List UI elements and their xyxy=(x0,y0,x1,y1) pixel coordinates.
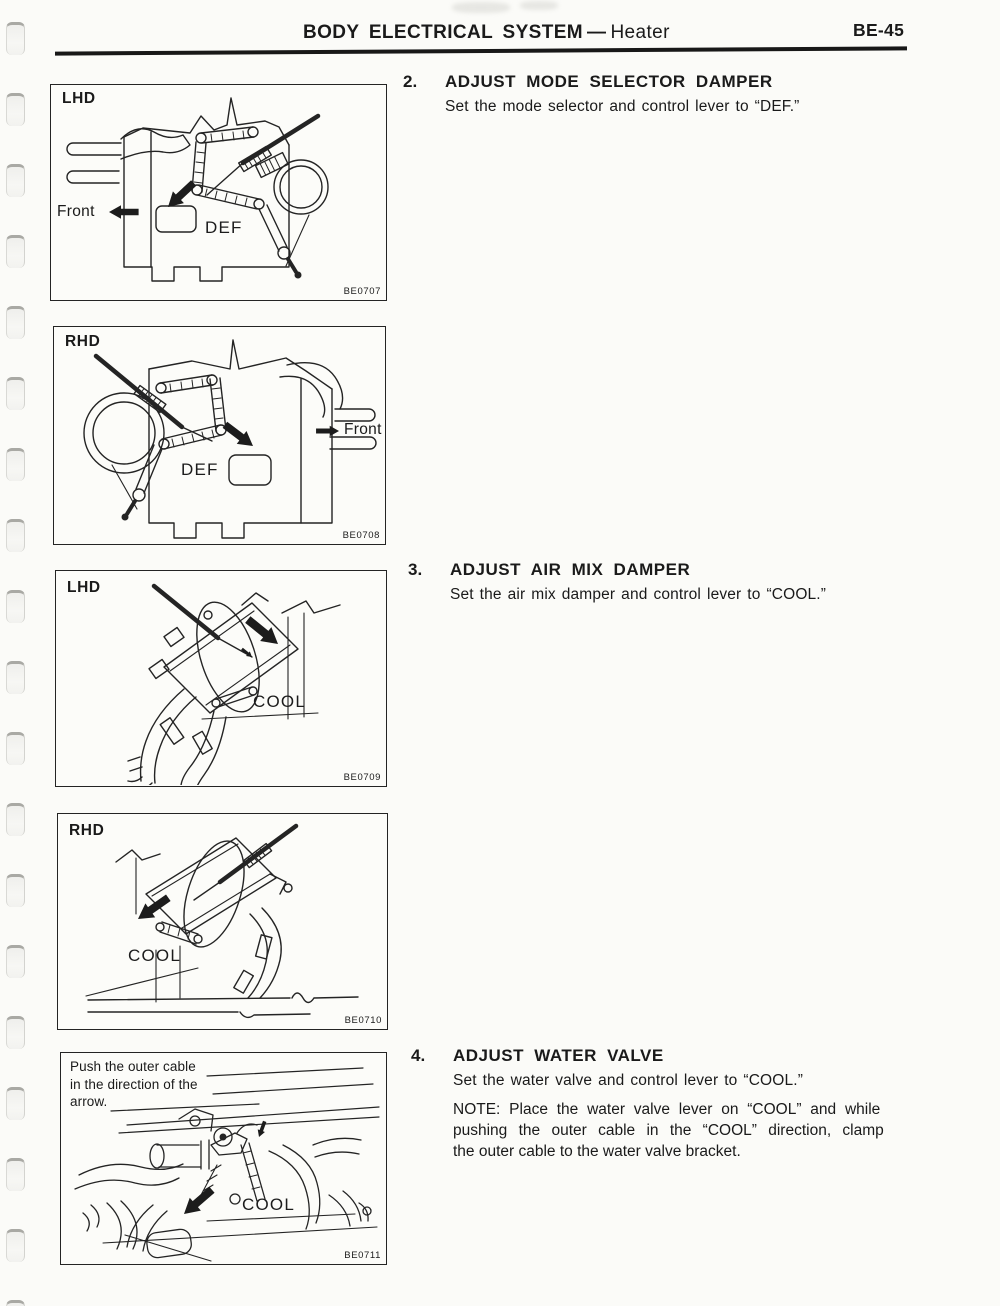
binder-hole-mark xyxy=(6,874,25,907)
scan-smudge xyxy=(452,2,510,13)
damper-position-label: DEF xyxy=(181,460,219,479)
damper-position-label: DEF xyxy=(205,218,243,237)
page-code: BE-45 xyxy=(853,20,905,40)
step-number: 2. xyxy=(403,72,418,91)
step-note xyxy=(453,1099,921,1162)
step-number: 4. xyxy=(411,1046,426,1065)
figure-code: BE0711 xyxy=(344,1250,381,1261)
binder-hole-mark xyxy=(6,519,25,552)
drive-variant-label: RHD xyxy=(65,333,101,350)
binder-hole-mark xyxy=(6,1158,25,1191)
damper-position-label: COOL xyxy=(253,692,306,711)
binder-hole-mark xyxy=(6,235,25,268)
drive-variant-label: LHD xyxy=(67,579,101,596)
figure-water-valve xyxy=(60,1052,387,1265)
page-title-main: BODY ELECTRICAL SYSTEM xyxy=(303,22,584,43)
note-line: the outer cable to the water valve bracket. xyxy=(453,1143,741,1160)
binder-hole-mark xyxy=(6,732,25,765)
figure-code: BE0709 xyxy=(343,772,381,783)
page-title-sub: Heater xyxy=(610,22,670,43)
figure-mode-selector-rhd xyxy=(53,326,386,545)
step-4 xyxy=(411,1046,951,1162)
binder-hole-mark xyxy=(6,1300,25,1306)
cable-push-arrow-icon xyxy=(255,1120,268,1138)
step-heading: ADJUST MODE SELECTOR DAMPER xyxy=(445,72,773,91)
step-number: 3. xyxy=(408,560,423,579)
figure-callout xyxy=(70,1058,198,1111)
binder-hole-mark xyxy=(6,164,25,197)
drive-variant-label: RHD xyxy=(69,822,105,839)
figure-code: BE0710 xyxy=(344,1015,382,1026)
scan-smudge xyxy=(520,1,558,10)
binder-hole-mark xyxy=(6,803,25,836)
front-arrow-icon xyxy=(316,426,339,437)
binder-hole-mark xyxy=(6,1016,25,1049)
drive-variant-label: LHD xyxy=(62,90,96,107)
binder-hole-mark xyxy=(6,590,25,623)
header-rule xyxy=(55,46,907,55)
page-title xyxy=(303,22,670,44)
binder-hole-mark xyxy=(6,1229,25,1262)
note-line: pushing the outer cable in the “COOL” direction, clamp xyxy=(453,1122,884,1139)
callout-line: in the direction of the xyxy=(70,1076,198,1092)
binder-hole-mark xyxy=(6,945,25,978)
binder-hole-mark xyxy=(6,306,25,339)
binder-hole-mark xyxy=(6,448,25,481)
step-3 xyxy=(408,560,948,604)
binder-hole-mark xyxy=(6,661,25,694)
binder-hole-mark xyxy=(6,22,25,55)
cool-direction-arrow-icon xyxy=(178,1183,217,1220)
note-line: NOTE: Place the water valve lever on “COOL” and while xyxy=(453,1101,881,1118)
valve-position-label: COOL xyxy=(242,1195,295,1214)
air-mix-damper-drawing-rhd xyxy=(58,814,386,1028)
figure-code: BE0707 xyxy=(343,286,381,297)
callout-line: arrow. xyxy=(70,1094,108,1109)
step-2 xyxy=(403,72,943,116)
step-heading: ADJUST AIR MIX DAMPER xyxy=(450,560,691,579)
figure-air-mix-lhd xyxy=(55,570,387,787)
binder-holes xyxy=(6,22,26,1306)
binder-hole-mark xyxy=(6,93,25,126)
front-direction-label: Front xyxy=(57,203,95,220)
air-mix-damper-drawing-lhd xyxy=(56,571,385,785)
figure-mode-selector-lhd xyxy=(50,84,387,301)
front-direction-label: Front xyxy=(344,421,382,438)
page-title-separator: — xyxy=(587,22,607,43)
damper-position-label: COOL xyxy=(128,946,181,965)
cool-direction-arrow-icon xyxy=(133,891,173,926)
heater-unit-drawing-rhd-def xyxy=(54,327,384,543)
binder-hole-mark xyxy=(6,1087,25,1120)
cool-direction-arrow-icon xyxy=(242,613,283,651)
step-body: Set the water valve and control lever to “COOL.” xyxy=(453,1072,804,1089)
step-body: Set the air mix damper and control lever to “COOL.” xyxy=(450,586,827,603)
figure-air-mix-rhd xyxy=(57,813,388,1030)
figure-code: BE0708 xyxy=(342,530,380,541)
step-body: Set the mode selector and control lever to “DEF.” xyxy=(445,98,800,115)
callout-line: Push the outer cable xyxy=(70,1059,196,1074)
heater-unit-drawing-lhd-def xyxy=(51,85,385,299)
step-heading: ADJUST WATER VALVE xyxy=(453,1046,664,1065)
binder-hole-mark xyxy=(6,377,25,410)
